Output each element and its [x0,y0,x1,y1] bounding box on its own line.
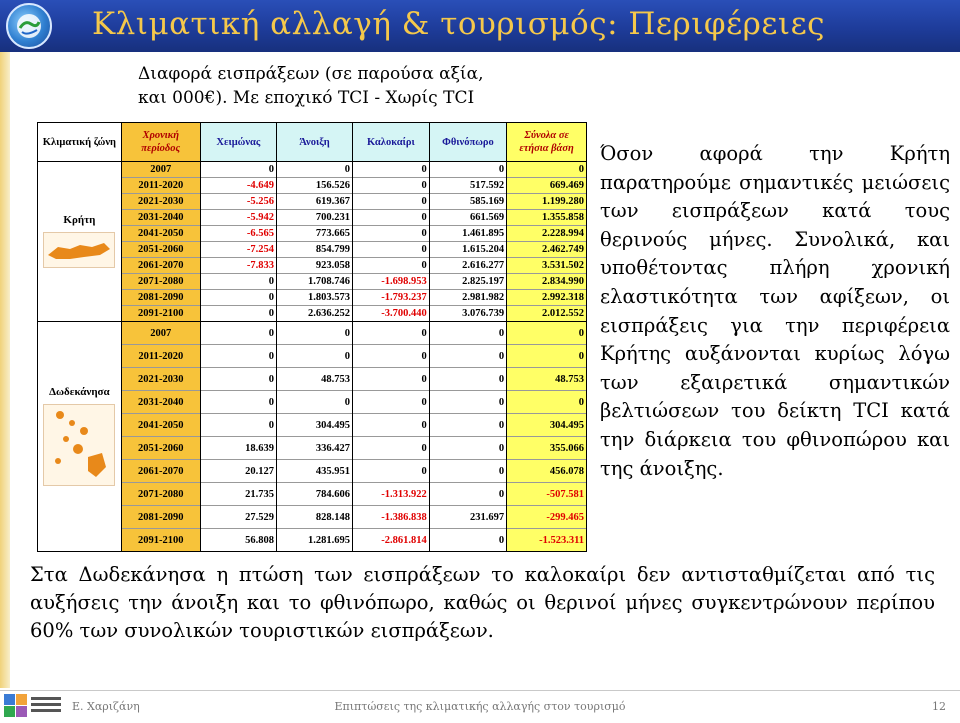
table-row [38,322,587,345]
winter-cell: 0 [200,345,276,368]
winter-cell: -7.254 [200,242,276,258]
summer-cell: 0 [352,226,429,242]
spring-cell: 1.281.695 [276,529,352,552]
spring-cell: 336.427 [276,437,352,460]
winter-cell: 21.735 [200,483,276,506]
summer-cell: -1.386.838 [352,506,429,529]
total-cell: 304.495 [507,414,587,437]
zone-cell [38,322,122,552]
winter-cell: 0 [200,162,276,178]
total-cell: 456.078 [507,460,587,483]
period-cell: 2081-2090 [121,290,200,306]
period-cell: 2007 [121,322,200,345]
winter-cell: 0 [200,368,276,391]
period-cell: 2071-2080 [121,274,200,290]
spring-cell: 1.803.573 [276,290,352,306]
dodecanese-map-icon [43,404,115,486]
spring-cell: 619.367 [276,194,352,210]
summer-cell: 0 [352,460,429,483]
header-climate-zone: Κλιματική ζώνη [38,123,122,162]
period-cell: 2021-2030 [121,194,200,210]
winter-cell: 20.127 [200,460,276,483]
autumn-cell: 1.615.204 [429,242,506,258]
summer-cell: 0 [352,178,429,194]
spring-cell: 0 [276,391,352,414]
summer-cell: -2.861.814 [352,529,429,552]
summer-cell: 0 [352,210,429,226]
spring-cell: 2.636.252 [276,306,352,322]
period-cell: 2021-2030 [121,368,200,391]
summer-cell: 0 [352,322,429,345]
summer-cell: 0 [352,368,429,391]
summer-cell: 0 [352,162,429,178]
summer-cell: 0 [352,437,429,460]
spring-cell: 828.148 [276,506,352,529]
footer [0,690,960,721]
revenue-difference-table [37,122,587,552]
total-cell: -507.581 [507,483,587,506]
winter-cell: 0 [200,322,276,345]
autumn-cell: 0 [429,322,506,345]
summer-cell: 0 [352,345,429,368]
period-cell: 2051-2060 [121,437,200,460]
period-cell: 2007 [121,162,200,178]
header-spring: Άνοιξη [276,123,352,162]
period-cell: 2061-2070 [121,258,200,274]
caption-line-2: και 000€). Με εποχικό TCI - Χωρίς TCI [138,88,475,108]
spring-cell: 0 [276,322,352,345]
winter-cell: -7.833 [200,258,276,274]
header-autumn: Φθινόπωρο [429,123,506,162]
period-cell: 2061-2070 [121,460,200,483]
header-summer: Καλοκαίρι [352,123,429,162]
table-header-row [38,123,587,162]
zone-name: Κρήτη [63,214,96,226]
period-cell: 2091-2100 [121,529,200,552]
autumn-cell: 0 [429,368,506,391]
summer-cell: 0 [352,414,429,437]
winter-cell: 0 [200,306,276,322]
period-cell: 2041-2050 [121,414,200,437]
winter-cell: -6.565 [200,226,276,242]
autumn-cell: 1.461.895 [429,226,506,242]
winter-cell: 0 [200,391,276,414]
summer-cell: -1.313.922 [352,483,429,506]
total-cell: 2.228.994 [507,226,587,242]
total-cell: -1.523.311 [507,529,587,552]
crete-commentary: Όσον αφορά την Κρήτη παρατηρούμε σημαντικές μειώσεις των εισπράξεων κατά τους θερινούς μήνες. Συνολικά, και υποθέτοντας πλήρη χρονική ελαστικότητα των αφίξεων, οι εισπράξεις για την περιφέρεια Κρήτης αυξάνονται κυρίως λόγω των εξαιρετικά σημαντικών βελτιώσεων του δείκτη TCI κατά την διάρκεια του φθινοπώρου και της άνοιξης. [600,142,950,480]
summer-cell: 0 [352,391,429,414]
winter-cell: -4.649 [200,178,276,194]
period-cell: 2051-2060 [121,242,200,258]
winter-cell: 56.808 [200,529,276,552]
crete-map-icon [43,232,115,268]
footer-author: Ε. Χαριζάνη [72,700,140,713]
header-time-period: Χρονική περίοδος [121,123,200,162]
period-cell: 2011-2020 [121,178,200,194]
footer-page-number: 12 [932,700,946,713]
header-winter: Χειμώνας [200,123,276,162]
spring-cell: 1.708.746 [276,274,352,290]
table-row [38,162,587,178]
winter-cell: 27.529 [200,506,276,529]
total-cell: 3.531.502 [507,258,587,274]
summer-cell: 0 [352,194,429,210]
spring-cell: 700.231 [276,210,352,226]
spring-cell: 0 [276,345,352,368]
spring-cell: 304.495 [276,414,352,437]
autumn-cell: 585.169 [429,194,506,210]
autumn-cell: 0 [429,460,506,483]
total-cell: 0 [507,391,587,414]
total-cell: 0 [507,345,587,368]
total-cell: 48.753 [507,368,587,391]
autumn-cell: 0 [429,529,506,552]
winter-cell: 0 [200,290,276,306]
dodecanese-commentary: Στα Δωδεκάνησα η πτώση των εισπράξεων το καλοκαίρι δεν αντισταθμίζεται από τις αυξήσεις την άνοιξη και το φθινόπωρο, καθώς οι θερινοί μήνες συγκεντρώνουν περίπου 60% των συνολικών τουριστικών εισπράξεων. [30,563,935,642]
spring-cell: 48.753 [276,368,352,391]
total-cell: 1.355.858 [507,210,587,226]
total-cell: 0 [507,322,587,345]
period-cell: 2081-2090 [121,506,200,529]
autumn-cell: 2.616.277 [429,258,506,274]
period-cell: 2011-2020 [121,345,200,368]
decorative-left-strip [0,52,10,688]
winter-cell: 0 [200,414,276,437]
period-cell: 2031-2040 [121,391,200,414]
autumn-cell: 661.569 [429,210,506,226]
table-caption [138,62,483,110]
period-cell: 2041-2050 [121,226,200,242]
total-cell: 2.012.552 [507,306,587,322]
spring-cell: 923.058 [276,258,352,274]
slide-title: Κλιματική αλλαγή & τουρισμός: Περιφέρειες [92,6,825,42]
autumn-cell: 517.592 [429,178,506,194]
autumn-cell: 0 [429,437,506,460]
header-annual-totals: Σύνολα σε ετήσια βάση [507,123,587,162]
period-cell: 2071-2080 [121,483,200,506]
zone-cell [38,162,122,322]
climate-earth-logo-icon [6,3,52,49]
winter-cell: 18.639 [200,437,276,460]
autumn-cell: 0 [429,162,506,178]
total-cell: 2.992.318 [507,290,587,306]
autumn-cell: 2.825.197 [429,274,506,290]
autumn-cell: 0 [429,483,506,506]
winter-cell: -5.942 [200,210,276,226]
autumn-cell: 0 [429,414,506,437]
autumn-cell: 231.697 [429,506,506,529]
total-cell: -299.465 [507,506,587,529]
period-cell: 2091-2100 [121,306,200,322]
spring-cell: 0 [276,162,352,178]
total-cell: 669.469 [507,178,587,194]
total-cell: 1.199.280 [507,194,587,210]
winter-cell: 0 [200,274,276,290]
footer-presentation-title: Επιπτώσεις της κλιματικής αλλαγής στον τουρισμό [334,700,626,713]
zone-name: Δωδεκάνησα [49,386,110,398]
total-cell: 355.066 [507,437,587,460]
autumn-cell: 0 [429,345,506,368]
autumn-cell: 2.981.982 [429,290,506,306]
spring-cell: 435.951 [276,460,352,483]
total-cell: 0 [507,162,587,178]
total-cell: 2.462.749 [507,242,587,258]
summer-cell: 0 [352,258,429,274]
spring-cell: 156.526 [276,178,352,194]
total-cell: 2.834.990 [507,274,587,290]
title-bar [0,0,960,52]
summer-cell: -1.698.953 [352,274,429,290]
summer-cell: -3.700.440 [352,306,429,322]
spring-cell: 784.606 [276,483,352,506]
spring-cell: 854.799 [276,242,352,258]
spring-cell: 773.665 [276,226,352,242]
caption-line-1: Διαφορά εισπράξεων (σε παρούσα αξία, [138,64,484,84]
autumn-cell: 3.076.739 [429,306,506,322]
period-cell: 2031-2040 [121,210,200,226]
summer-cell: -1.793.237 [352,290,429,306]
summer-cell: 0 [352,242,429,258]
autumn-cell: 0 [429,391,506,414]
winter-cell: -5.256 [200,194,276,210]
